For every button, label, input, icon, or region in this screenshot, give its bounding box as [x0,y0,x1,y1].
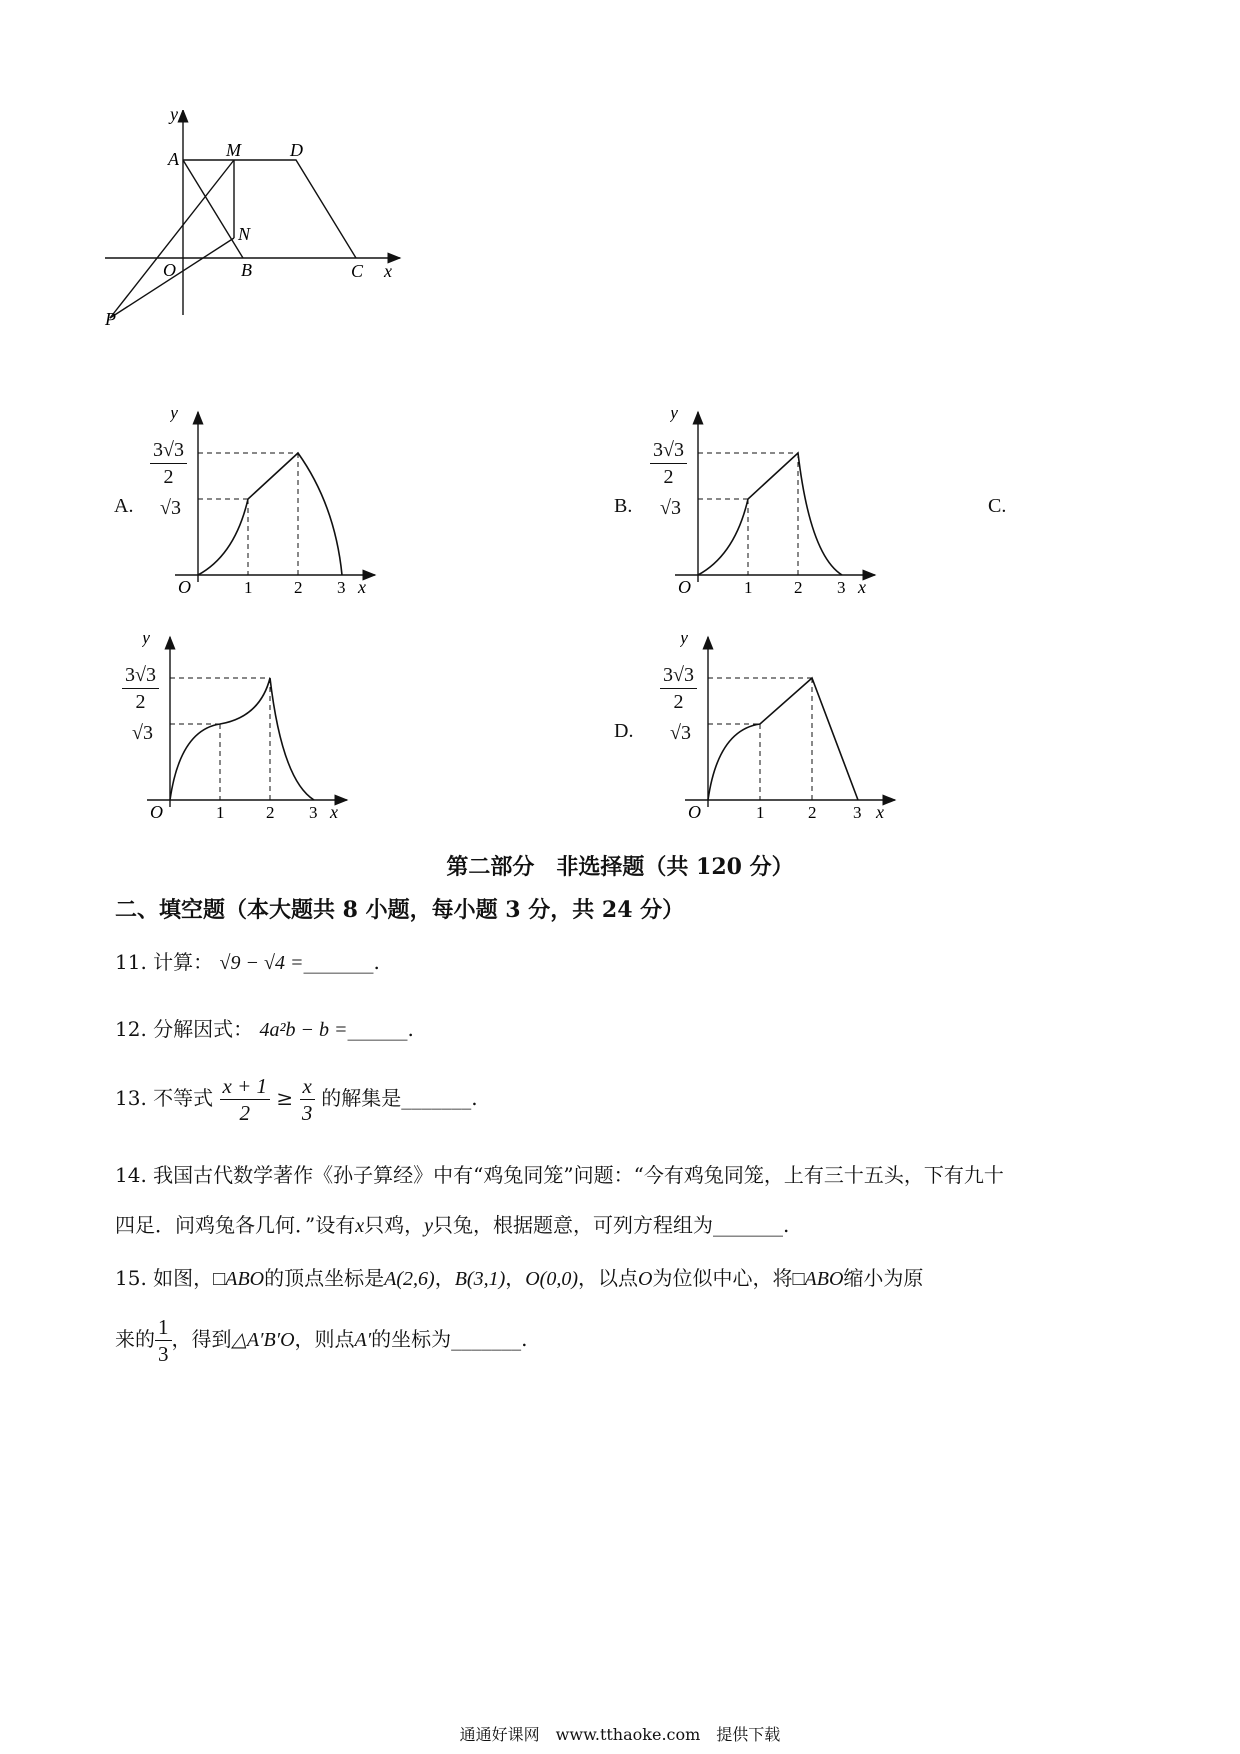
option-C-ytick-top: $\frac{3√3}{2}$ [122,662,159,715]
svg-text:1: 1 [756,803,765,820]
question-12: 12. 分解因式： 4a²b − b =______. [115,1017,414,1041]
svg-text:x: x [876,802,884,820]
option-D-graph[interactable] [680,635,900,820]
option-B-ytick-top: $\frac{3√3}{2}$ [650,437,687,490]
option-B-ytick-mid: √3 [660,497,681,519]
option-D-ytick-mid: √3 [670,722,691,744]
point-P-label: P [105,309,116,329]
option-D-ytick-top: $\frac{3√3}{2}$ [660,662,697,715]
section-title: 二、填空题（本大题共 8 小题，每小题 3 分，共 24 分） [115,897,685,923]
footer-credit: 通通好课网 www.tthaoke.com 提供下载 [459,1725,781,1744]
svg-text:y: y [670,410,678,422]
svg-text:1: 1 [744,578,753,595]
option-A-ytick-mid: √3 [160,497,181,519]
option-C-graph[interactable] [142,635,352,820]
point-D-label: D [290,140,303,160]
svg-text:x: x [858,577,866,595]
option-A-ytick-top: $\frac{3√3}{2}$ [150,437,187,490]
option-B-label: B. [614,495,633,517]
axis-y-label: y [170,110,178,124]
question-13: 13. 不等式 $\frac{x + 1}{2}$ ≥ $\frac{x}{3}$ 的解集是_______. [115,1074,478,1125]
option-A-label: A. [114,495,134,517]
question-14: 14. 我国古代数学著作《孙子算经》中有“鸡兔同笼”问题：“今有鸡兔同笼，上有三十五头，下有九十 四足．问鸡兔各几何．”设有x只鸡，y只兔，根据题意，可列方程组为_______. [115,1163,1004,1237]
svg-text:1: 1 [244,578,253,595]
svg-text:1: 1 [216,803,225,820]
point-O-label: O [163,260,176,280]
point-M-label: M [226,140,241,160]
question-11: 11. 计算： √9 − √4 =_______. [115,950,380,974]
svg-text:3: 3 [337,578,346,595]
option-B-graph[interactable] [670,410,880,595]
point-C-label: C [351,261,364,281]
svg-text:2: 2 [294,578,303,595]
option-C-ytick-mid: √3 [132,722,153,744]
svg-text:2: 2 [266,803,275,820]
svg-text:3: 3 [837,578,846,595]
point-A-label: A [168,149,179,169]
svg-text:2: 2 [794,578,803,595]
svg-text:y: y [142,635,150,647]
svg-text:x: x [358,577,366,595]
question-15: 15. 如图，□ABO的顶点坐标是A(2,6)，B(3,1)，O(0,0)，以点O为位似中心，将□ABO缩小为原 来的 $\frac{1}{3}$ ，得到△A′B′O，则点A′的坐标为_______. [115,1266,924,1366]
part-title: 第二部分 非选择题（共 120 分） [446,854,794,880]
point-B-label: B [241,260,252,280]
svg-text:O: O [678,577,691,595]
svg-text:3: 3 [309,803,318,820]
geometry-figure [100,110,460,370]
svg-text:O: O [688,802,701,820]
svg-text:O: O [178,577,191,595]
svg-text:2: 2 [808,803,817,820]
option-A-graph[interactable] [170,410,380,595]
svg-text:3: 3 [853,803,862,820]
svg-text:y: y [170,410,178,422]
option-D-label: D. [614,720,634,742]
axis-x-label: x [384,261,392,281]
svg-text:y: y [680,635,688,647]
svg-text:O: O [150,802,163,820]
svg-text:x: x [330,802,338,820]
option-C-label: C. [988,495,1007,517]
point-N-label: N [238,224,251,244]
